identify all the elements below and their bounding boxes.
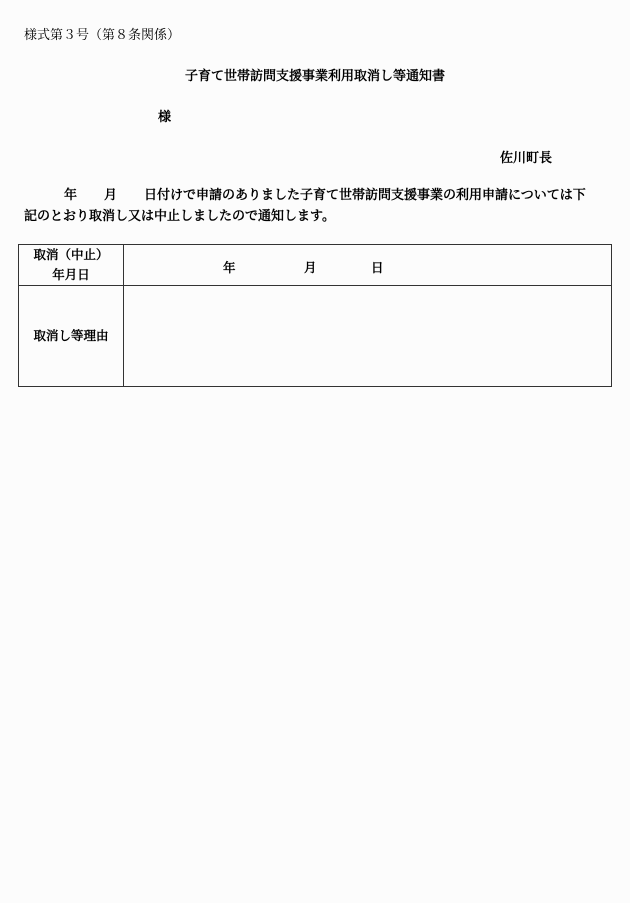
table-row xyxy=(19,286,612,387)
form-number: 様式第３号（第８条関係） xyxy=(24,28,181,43)
reason-label: 取消し等理由 xyxy=(19,286,124,387)
date-year-label: 年 xyxy=(223,260,236,275)
addressee-suffix: 様 xyxy=(158,110,172,125)
table-row xyxy=(19,245,612,286)
body-line1-text: 日付けで申請のありました子育て世帯訪問支援事業の利用申請については下 xyxy=(144,188,586,203)
cancellation-date-label-line1: 取消（中止） xyxy=(33,247,109,262)
notice-body-line1 xyxy=(24,185,606,206)
cancellation-date-field xyxy=(124,245,612,286)
notice-body xyxy=(24,185,606,227)
issuer-name: 佐川町長 xyxy=(500,151,553,166)
body-year-label: 年 xyxy=(64,188,78,203)
reason-field xyxy=(124,286,612,387)
cancellation-date-label xyxy=(19,245,124,286)
date-month-label: 月 xyxy=(304,260,317,275)
document-title: 子育て世帯訪問支援事業利用取消し等通知書 xyxy=(184,69,445,84)
cancellation-table xyxy=(18,244,612,387)
notice-body-line2: 記のとおり取消し又は中止しましたので通知します。 xyxy=(24,209,335,224)
cancellation-date-label-line2: 年月日 xyxy=(52,267,90,282)
body-month-label: 月 xyxy=(104,188,118,203)
date-day-label: 日 xyxy=(371,260,384,275)
